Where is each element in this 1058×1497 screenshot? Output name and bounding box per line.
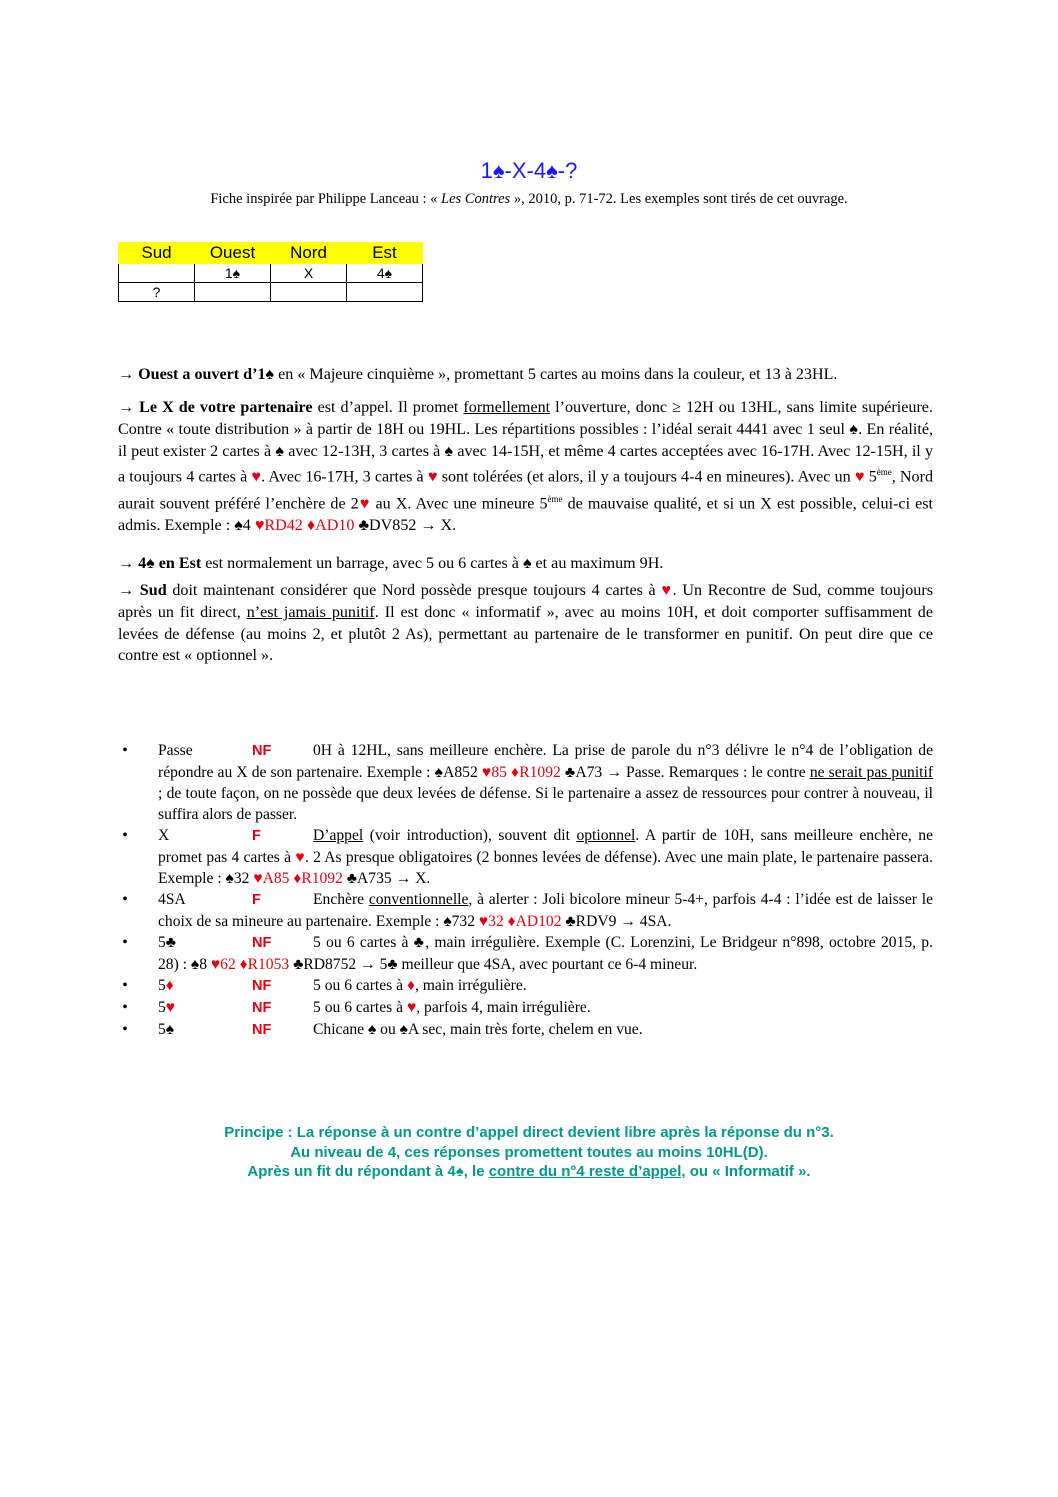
paragraph-text: au X. Avec une mineure 5 bbox=[370, 494, 548, 512]
forcing-badge: F bbox=[252, 828, 261, 844]
list-item bbox=[118, 740, 933, 825]
item-text: ♣A735 → X. bbox=[342, 870, 431, 887]
principle-box bbox=[0, 1123, 1058, 1182]
principle-text: Après un fit du répondant à 4♠, le bbox=[247, 1163, 489, 1180]
item-text: . 2 As presque obligatoires (2 bonnes levées de défense). Avec une main plate, le partenaire passera. Exemple : ♠32 bbox=[158, 849, 933, 887]
arrow-icon: → bbox=[118, 399, 140, 416]
heart-icon: ♥ bbox=[854, 468, 865, 486]
subtitle bbox=[0, 191, 1058, 208]
bid-cell: ? bbox=[119, 283, 195, 302]
subtitle-text: Fiche inspirée par Philippe Lanceau : « bbox=[210, 191, 442, 207]
bid-cell: 4♠ bbox=[347, 264, 423, 283]
bid-cell bbox=[119, 264, 195, 283]
heart-icon: ♥ bbox=[165, 999, 176, 1016]
bid-cell: X bbox=[271, 264, 347, 283]
forcing-badge: NF bbox=[252, 1000, 272, 1016]
paragraph-text: est normalement un barrage, avec 5 ou 6 cartes à ♠ et au maximum 9H. bbox=[201, 555, 664, 572]
paragraph-text: 5 bbox=[864, 468, 877, 486]
principle-line: Principe : La réponse à un contre d’appel direct devient libre après la réponse du n°3. bbox=[224, 1124, 834, 1141]
principle-line: Au niveau de 4, ces réponses promettent toutes au moins 10HL(D). bbox=[290, 1143, 768, 1161]
call-level: 5 bbox=[158, 977, 166, 994]
example-red-cards: ♥RD42 ♦AD10 bbox=[254, 516, 355, 534]
arrow-icon: → bbox=[118, 366, 139, 383]
bid-cell bbox=[271, 283, 347, 302]
book-title: Les Contres bbox=[441, 191, 511, 207]
call-level: 5 bbox=[158, 999, 166, 1016]
item-text: ♣RD8752 → 5♣ meilleur que 4SA, avec pourtant ce 6-4 mineur. bbox=[289, 956, 698, 973]
paragraph-text: ♣DV852 → X. bbox=[354, 516, 457, 534]
forcing-badge: NF bbox=[252, 935, 272, 951]
item-text: 5 ou 6 cartes à bbox=[313, 999, 407, 1016]
page-title: 1♠-X-4♠-? bbox=[480, 158, 578, 183]
diamond-icon: ♦ bbox=[406, 977, 415, 994]
list-item bbox=[118, 1019, 933, 1041]
diamond-icon: ♦ bbox=[165, 977, 174, 994]
responses-list bbox=[118, 740, 933, 1041]
underlined-text: D’appel bbox=[313, 827, 364, 844]
bullet-icon: • bbox=[122, 827, 128, 844]
underlined-text: optionnel bbox=[576, 827, 636, 844]
list-item bbox=[118, 975, 933, 997]
bidding-row bbox=[119, 264, 423, 283]
superscript: ème bbox=[547, 493, 563, 504]
item-text: ♣A73 → Passe. Remarques : le contre bbox=[560, 764, 810, 781]
item-text: , à alerter : Joli bicolore mineur 5-4+, parfois 4-4 : l’idée est de laisser le choix de sa mineure au partenaire. Exemple : ♠732 bbox=[158, 891, 933, 930]
header-nord: Nord bbox=[271, 243, 347, 264]
bold-lead: Ouest a ouvert d’1♠ bbox=[138, 366, 275, 383]
subtitle-text-2: », 2010, p. 71-72. Les exemples sont tirés de cet ouvrage. bbox=[510, 191, 848, 207]
heart-icon: ♥ bbox=[427, 468, 438, 486]
bid-cell bbox=[347, 283, 423, 302]
heart-icon: ♥ bbox=[406, 999, 417, 1016]
superscript: ème bbox=[876, 467, 892, 478]
paragraph-text: sont tolérées (et alors, il y a toujours 4-4 en mineures). Avec un bbox=[437, 468, 855, 486]
underlined-text: ne serait pas punitif bbox=[809, 764, 934, 781]
paragraph-text: est d’appel. Il promet bbox=[312, 399, 464, 416]
paragraph-text: l’ouverture, donc ≥ 12H ou 13HL, sans limite supérieure. Contre « toute distribution » à partir de 18H ou 19HL. Les répartitions possibles : l’idéal serait 4441 avec 1 seul ♠. En réalité, il peut exister 2 cartes à ♠ avec 12-13H, 3 cartes à ♠ avec 14-15H, et même 4 cartes acceptées avec 16-17H. Avec 12-15H, il y a toujours 4 cartes à bbox=[118, 399, 933, 486]
call-label: Passe bbox=[158, 742, 193, 759]
example-red-cards: ♥32 ♦AD102 bbox=[478, 913, 562, 930]
call-label bbox=[158, 997, 252, 1018]
bold-lead: Sud bbox=[139, 582, 167, 599]
bold-lead: Le X de votre partenaire bbox=[139, 399, 313, 416]
item-text: Chicane ♠ ou ♠A sec, main très forte, chelem en vue. bbox=[313, 1021, 643, 1038]
forcing-badge: NF bbox=[252, 743, 272, 759]
example-red-cards: ♥A85 ♦R1092 bbox=[253, 870, 343, 887]
heart-icon: ♥ bbox=[295, 849, 305, 866]
heart-icon: ♥ bbox=[251, 468, 262, 486]
bullet-icon: • bbox=[122, 742, 128, 759]
paragraph-text: en « Majeure cinquième », promettant 5 cartes au moins dans la couleur, et 13 à 23HL. bbox=[274, 366, 838, 383]
heart-icon: ♥ bbox=[358, 494, 371, 512]
header-est: Est bbox=[347, 243, 423, 264]
arrow-icon: → bbox=[118, 555, 139, 572]
heart-icon: ♥ bbox=[661, 582, 673, 599]
forcing-badge: NF bbox=[252, 978, 272, 994]
call-label bbox=[158, 975, 252, 996]
item-text: . A partir de 10H, sans meilleure enchère, ne promet pas 4 cartes à bbox=[158, 827, 933, 866]
paragraph-text: de mauvaise qualité, et si un X est possible, celui-ci est admis. Exemple : ♠4 bbox=[118, 494, 933, 534]
list-item bbox=[118, 889, 933, 932]
header-ouest: Ouest bbox=[195, 243, 271, 264]
underlined-text: conventionnelle bbox=[368, 891, 469, 908]
underlined-text: formellement bbox=[463, 399, 551, 416]
bidding-table bbox=[118, 242, 423, 302]
underlined-text: contre du n°4 reste d’appel, bbox=[488, 1163, 686, 1180]
intro-paragraph-2 bbox=[118, 397, 933, 537]
item-text: 0H à 12HL, sans meilleure enchère. La prise de parole du n°3 délivre le n°4 de l’obligation de répondre au X de son partenaire. Exemple : ♠A852 bbox=[158, 742, 933, 781]
intro-paragraph-3 bbox=[118, 553, 933, 575]
item-text: 5 ou 6 cartes à ♣, main irrégulière. Exemple (C. Lorenzini, Le Bridgeur n°898, octobre 2015, p. 28) : ♠8 bbox=[158, 934, 933, 973]
principle-line bbox=[0, 1162, 1058, 1182]
bid-cell: 1♠ bbox=[195, 264, 271, 283]
bullet-icon: • bbox=[122, 1021, 128, 1038]
principle-text: ou « Informatif ». bbox=[685, 1163, 811, 1180]
header-sud: Sud bbox=[119, 243, 195, 264]
bullet-icon: • bbox=[122, 891, 128, 908]
paragraph-text: , Nord aurait souvent préféré l’enchère de 2 bbox=[118, 468, 934, 512]
bidding-header-row bbox=[119, 243, 423, 264]
item-text: (voir introduction), souvent dit bbox=[363, 827, 577, 844]
call-label: 5♣ bbox=[158, 934, 177, 951]
call-label: X bbox=[158, 827, 170, 844]
arrow-icon: → bbox=[118, 582, 140, 599]
item-text: Enchère bbox=[313, 891, 369, 908]
list-item bbox=[118, 932, 933, 975]
example-red-cards: ♥62 ♦R1053 bbox=[210, 956, 290, 973]
forcing-badge: NF bbox=[252, 1022, 272, 1038]
item-text: 5 ou 6 cartes à bbox=[313, 977, 407, 994]
item-text: , main irrégulière. bbox=[414, 977, 527, 994]
bidding-row bbox=[119, 283, 423, 302]
list-item bbox=[118, 997, 933, 1019]
bid-cell bbox=[195, 283, 271, 302]
paragraph-text: . Il est donc « informatif », avec au moins 10H, et doit comporter suffisamment de levées de défense (au moins 2, et plutôt 2 As), permettant au partenaire de le transformer en punitif. On peut dire que ce contre est « optionnel ». bbox=[118, 603, 933, 665]
forcing-badge: F bbox=[252, 892, 261, 908]
item-text: ; de toute façon, on ne possède que deux levées de défense. Si le partenaire a assez de ressources pour contrer à nouveau, il suffira alors de passer. bbox=[158, 785, 933, 823]
call-label: 4SA bbox=[158, 891, 186, 908]
paragraph-text: doit maintenant considérer que Nord possède presque toujours 4 cartes à bbox=[166, 582, 662, 599]
list-item bbox=[118, 825, 933, 889]
bold-lead: 4♠ en Est bbox=[138, 555, 202, 572]
paragraph-text: . Un Recontre de Sud, comme toujours après un fit direct, bbox=[118, 582, 933, 621]
item-text: ♣RDV9 → 4SA. bbox=[561, 913, 672, 930]
bullet-icon: • bbox=[122, 999, 128, 1016]
bullet-icon: • bbox=[122, 934, 128, 951]
example-red-cards: ♥85 ♦R1092 bbox=[481, 764, 561, 781]
paragraph-text: . Avec 16-17H, 3 cartes à bbox=[261, 468, 428, 486]
intro-paragraph-1 bbox=[118, 364, 933, 386]
call-label: 5♠ bbox=[158, 1021, 175, 1038]
underlined-text: n’est jamais punitif bbox=[246, 603, 375, 621]
bullet-icon: • bbox=[122, 977, 128, 994]
intro-paragraph-4 bbox=[118, 580, 933, 667]
item-text: , parfois 4, main irrégulière. bbox=[416, 999, 591, 1016]
